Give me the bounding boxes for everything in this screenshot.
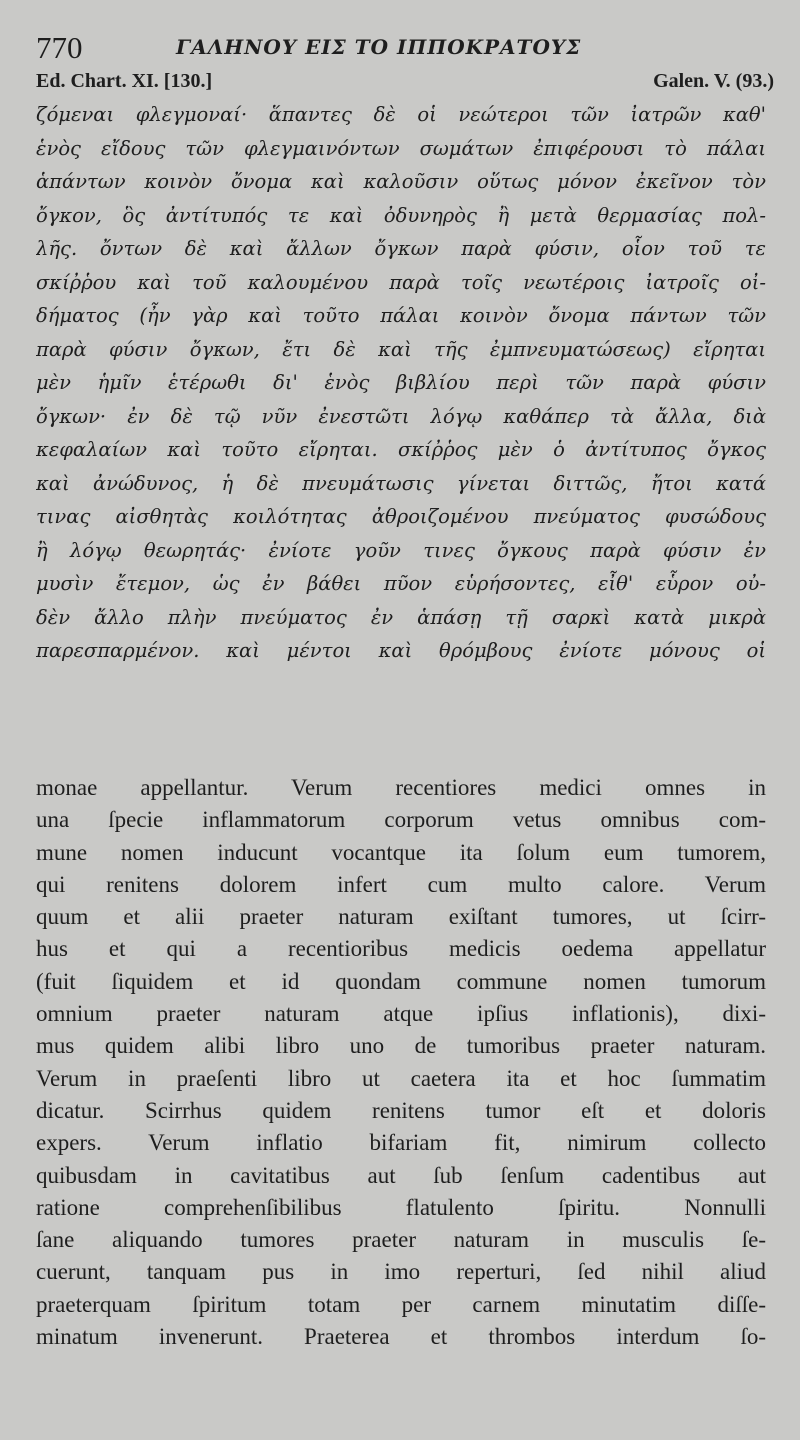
latin-line: hus et qui a recentioribus medicis oedema appellatur xyxy=(36,936,766,962)
chartier-edition-ref: Ed. Chart. XI. [130.] xyxy=(36,70,213,92)
latin-line: monae appellantur. Verum recentiores medici omnes in xyxy=(36,775,766,800)
greek-line: τινας αἰσθητὰς κοιλότητας ἀθροιζομένου πνεύματος φυσώδους xyxy=(36,505,766,528)
greek-line: ἑνὸς εἴδους τῶν φλεγμαινόντων σωμάτων ἐπιφέρουσι τὸ πάλαι xyxy=(36,136,766,160)
page-header xyxy=(36,30,774,70)
greek-line: παρὰ φύσιν ὄγκων, ἔτι δὲ καὶ τῆς ἐμπνευματώσεως) εἴρηται xyxy=(36,337,766,361)
latin-line: qui renitens dolorem infert cum multo calore. Verum xyxy=(36,871,766,897)
running-title: ΓΑΛΗΝΟΥ ΕΙΣ ΤΟ ΙΠΠΟΚΡΑΤΟΥΣ xyxy=(176,35,582,59)
latin-line: Verum in praeſenti libro ut caetera ita et hoc ſummatim xyxy=(36,1065,766,1091)
greek-line: λῆς. ὄντων δὲ καὶ ἄλλων ὄγκων παρὰ φύσιν, οἷον τοῦ τε xyxy=(36,237,766,260)
edition-reference xyxy=(36,70,774,96)
greek-line: ζόμεναι φλεγμοναί· ἅπαντες δὲ οἱ νεώτεροι τῶν ἰατρῶν καθ' xyxy=(36,103,766,126)
greek-line: ὄγκων· ἐν δὲ τῷ νῦν ἐνεστῶτι λόγῳ καθάπερ τὰ ἄλλα, διὰ xyxy=(36,404,766,428)
greek-line: ὄγκον, ὃς ἀντίτυπός τε καὶ ὀδυνηρὸς ἢ μετὰ θερμασίας πολ- xyxy=(36,203,766,227)
greek-line: κεφαλαίων καὶ τοῦτο εἴρηται. σκίῤῥος μὲν ὁ ἀντίτυπος ὄγκος xyxy=(36,438,766,461)
latin-line: praeterquam ſpiritum totam per carnem minutatim diſſe- xyxy=(36,1291,766,1317)
latin-line: expers. Verum inflatio bifariam fit, nimirum collecto xyxy=(36,1130,766,1156)
latin-line: (fuit ſiquidem et id quondam commune nomen tumorum xyxy=(36,968,766,994)
latin-line: una ſpecie inflammatorum corporum vetus omnibus com- xyxy=(36,807,766,833)
galen-kuhn-ref: Galen. V. (93.) xyxy=(653,70,774,92)
latin-line: omnium praeter naturam atque ipſius inflationis), dixi- xyxy=(36,1001,766,1027)
greek-line: καὶ ἀνώδυνος, ἡ δὲ πνευμάτωσις γίνεται διττῶς, ἤτοι κατά xyxy=(36,471,766,495)
latin-line: quibusdam in cavitatibus aut ſub ſenſum cadentibus aut xyxy=(36,1162,766,1188)
greek-line: μυσὶν ἔτεμον, ὡς ἐν βάθει πῦον εὑρήσοντες, εἶθ' εὗρον οὐ- xyxy=(36,572,766,595)
latin-line: minatum invenerunt. Praeterea et thrombos interdum ſo- xyxy=(36,1324,766,1350)
greek-line: δὲν ἄλλο πλὴν πνεύματος ἐν ἁπάσῃ τῇ σαρκὶ κατὰ μικρὰ xyxy=(36,605,766,629)
greek-line: ἁπάντων κοινὸν ὄνομα καὶ καλοῦσιν οὕτως μόνον ἐκεῖνον τὸν xyxy=(36,170,766,193)
latin-text-block xyxy=(36,772,766,1353)
greek-line: ἢ λόγῳ θεωρητάς· ἐνίοτε γοῦν τινες ὄγκους παρὰ φύσιν ἐν xyxy=(36,538,766,562)
greek-line: σκίῤῥου καὶ τοῦ καλουμένου παρὰ τοῖς νεωτέροις ἰατροῖς οἰ- xyxy=(36,270,766,294)
latin-line: ſane aliquando tumores praeter naturam in musculis ſe- xyxy=(36,1227,766,1253)
latin-line: mune nomen inducunt vocantque ita ſolum eum tumorem, xyxy=(36,839,766,865)
greek-text-block xyxy=(36,98,766,668)
page-number: 770 xyxy=(36,30,83,65)
latin-line: dicatur. Scirrhus quidem renitens tumor eſt et doloris xyxy=(36,1097,766,1123)
latin-line: mus quidem alibi libro uno de tumoribus praeter naturam. xyxy=(36,1033,766,1059)
greek-line: μὲν ἡμῖν ἑτέρωθι δι' ἑνὸς βιβλίου περὶ τῶν παρὰ φύσιν xyxy=(36,371,766,394)
greek-line: δήματος (ἦν γὰρ καὶ τοῦτο πάλαι κοινὸν ὄνομα πάντων τῶν xyxy=(36,304,766,327)
greek-line: παρεσπαρμένον. καὶ μέντοι καὶ θρόμβους ἐνίοτε μόνους οἱ xyxy=(36,639,766,662)
latin-line: cuerunt, tanquam pus in imo reperturi, ſed nihil aliud xyxy=(36,1259,766,1285)
latin-line: ratione comprehenſibilibus flatulento ſpiritu. Nonnulli xyxy=(36,1194,766,1220)
latin-line: quum et alii praeter naturam exiſtant tumores, ut ſcirr- xyxy=(36,904,766,930)
